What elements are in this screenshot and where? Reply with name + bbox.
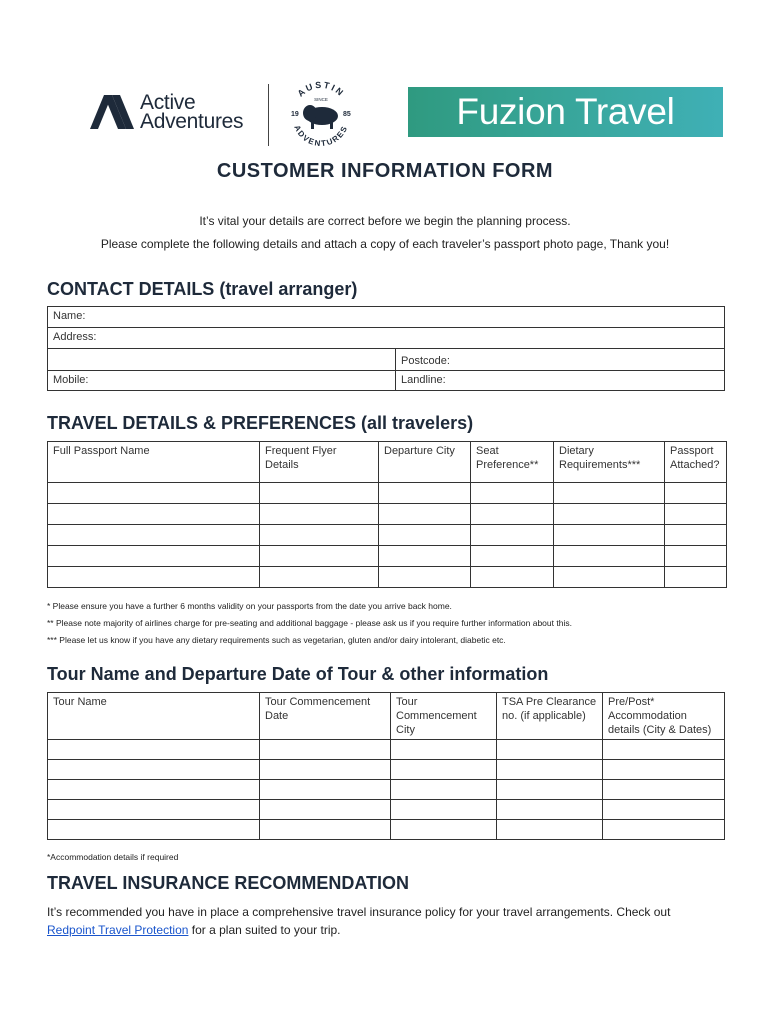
table-cell[interactable] xyxy=(471,525,554,546)
table-cell[interactable] xyxy=(665,525,727,546)
table-cell[interactable] xyxy=(48,780,260,800)
table-cell[interactable] xyxy=(497,820,603,840)
table-cell[interactable] xyxy=(554,567,665,588)
travel-heading: TRAVEL DETAILS & PREFERENCES (all travelers) xyxy=(47,413,474,433)
austin-year-right: 85 xyxy=(343,111,351,118)
travel-note-3: *** Please let us know if you have any dietary requirements such as vegetarian, gluten and/or dairy intolerant, diabetic etc. xyxy=(47,635,506,645)
address-field-line-2[interactable] xyxy=(48,349,396,371)
table-cell[interactable] xyxy=(260,820,391,840)
travel-note-1: * Please ensure you have a further 6 months validity on your passports from the date you arrive back home. xyxy=(47,601,452,611)
tour-header-tsa: TSA Pre Clearance no. (if applicable) xyxy=(497,693,603,740)
table-cell[interactable] xyxy=(603,780,725,800)
active-adventures-logo xyxy=(90,92,243,132)
austin-adventures-logo xyxy=(283,80,359,150)
table-cell[interactable] xyxy=(554,483,665,504)
table-cell[interactable] xyxy=(260,740,391,760)
active-adventures-mark-icon xyxy=(90,95,134,129)
table-row xyxy=(48,525,727,546)
table-cell[interactable] xyxy=(379,504,471,525)
table-cell[interactable] xyxy=(554,546,665,567)
contact-table xyxy=(47,306,725,391)
logo-divider xyxy=(268,84,269,146)
travel-header-dietary: Dietary Requirements*** xyxy=(554,442,665,483)
table-cell[interactable] xyxy=(665,483,727,504)
table-cell[interactable] xyxy=(48,504,260,525)
table-cell[interactable] xyxy=(379,525,471,546)
table-row xyxy=(48,504,727,525)
tour-header-commencement-city: Tour Commencement City xyxy=(391,693,497,740)
table-cell[interactable] xyxy=(260,546,379,567)
table-cell[interactable] xyxy=(603,800,725,820)
table-row xyxy=(48,740,725,760)
table-cell[interactable] xyxy=(260,567,379,588)
table-cell[interactable] xyxy=(497,740,603,760)
table-cell[interactable] xyxy=(603,820,725,840)
table-cell[interactable] xyxy=(471,567,554,588)
table-row xyxy=(48,760,725,780)
table-cell[interactable] xyxy=(497,800,603,820)
mobile-field[interactable]: Mobile: xyxy=(48,371,396,391)
postcode-field[interactable]: Postcode: xyxy=(396,349,725,371)
tour-table xyxy=(47,692,725,840)
travel-header-passport-attached: Passport Attached? xyxy=(665,442,727,483)
table-cell[interactable] xyxy=(379,483,471,504)
intro-line-1: It’s vital your details are correct before we begin the planning process. xyxy=(199,214,571,228)
travel-header-passport-name: Full Passport Name xyxy=(48,442,260,483)
table-cell[interactable] xyxy=(260,800,391,820)
table-cell[interactable] xyxy=(497,760,603,780)
table-row xyxy=(48,567,727,588)
table-cell[interactable] xyxy=(471,504,554,525)
table-row xyxy=(48,483,727,504)
insurance-text-after: for a plan suited to your trip. xyxy=(191,923,341,937)
table-cell[interactable] xyxy=(260,780,391,800)
bison-icon xyxy=(303,105,338,129)
austin-top-text: AUSTIN xyxy=(295,80,347,99)
travel-header-departure-city: Departure City xyxy=(379,442,471,483)
table-cell[interactable] xyxy=(665,546,727,567)
table-cell[interactable] xyxy=(391,820,497,840)
tour-header-accommodation: Pre/Post* Accommodation details (City & Dates) xyxy=(603,693,725,740)
insurance-text-before: It’s recommended you have in place a comprehensive travel insurance policy for your travel arrangements. Check out xyxy=(47,905,671,919)
table-cell[interactable] xyxy=(554,525,665,546)
svg-text:ADVENTURES xyxy=(292,124,349,148)
table-cell[interactable] xyxy=(260,504,379,525)
table-cell[interactable] xyxy=(391,760,497,780)
table-cell[interactable] xyxy=(391,740,497,760)
insurance-text xyxy=(47,903,737,939)
address-field[interactable]: Address: xyxy=(48,328,725,349)
table-cell[interactable] xyxy=(603,740,725,760)
table-cell[interactable] xyxy=(471,483,554,504)
tour-note: *Accommodation details if required xyxy=(47,852,179,862)
travel-note-2: ** Please note majority of airlines charge for pre-seating and additional baggage - please ask us if you require further information about this. xyxy=(47,618,572,628)
table-cell[interactable] xyxy=(665,504,727,525)
table-cell[interactable] xyxy=(391,780,497,800)
travel-header-frequent-flyer: Frequent Flyer Details xyxy=(260,442,379,483)
table-cell[interactable] xyxy=(379,546,471,567)
table-cell[interactable] xyxy=(471,546,554,567)
table-row xyxy=(48,800,725,820)
redpoint-travel-protection-link[interactable]: Redpoint Travel Protection xyxy=(47,923,189,937)
table-cell[interactable] xyxy=(48,820,260,840)
austin-since: SINCE xyxy=(314,97,328,102)
table-cell[interactable] xyxy=(48,525,260,546)
insurance-heading: TRAVEL INSURANCE RECOMMENDATION xyxy=(47,873,410,893)
table-row xyxy=(48,546,727,567)
table-cell[interactable] xyxy=(260,760,391,780)
austin-bottom-text: ADVENTURES xyxy=(292,123,350,149)
table-cell[interactable] xyxy=(391,800,497,820)
travel-table xyxy=(47,441,727,588)
name-field[interactable]: Name: xyxy=(48,307,725,328)
table-row xyxy=(48,820,725,840)
table-cell[interactable] xyxy=(554,504,665,525)
table-cell[interactable] xyxy=(48,546,260,567)
table-cell[interactable] xyxy=(48,567,260,588)
table-cell[interactable] xyxy=(48,760,260,780)
austin-year-left: 19 xyxy=(291,111,299,118)
page-title: CUSTOMER INFORMATION FORM xyxy=(216,160,554,182)
intro-line-2: Please complete the following details and attach a copy of each traveler’s passport photo page, Thank you! xyxy=(100,237,670,251)
table-cell[interactable] xyxy=(48,800,260,820)
travel-header-seat-preference: Seat Preference** xyxy=(471,442,554,483)
active-adventures-wordmark: Active Adventures xyxy=(140,91,244,133)
table-cell[interactable] xyxy=(603,760,725,780)
fuzion-travel-logo: Fuzion Travel xyxy=(408,87,723,137)
table-cell[interactable] xyxy=(260,525,379,546)
landline-field[interactable]: Landline: xyxy=(396,371,725,391)
table-cell[interactable] xyxy=(665,567,727,588)
svg-text:AUSTIN xyxy=(295,80,346,99)
table-cell[interactable] xyxy=(497,780,603,800)
table-cell[interactable] xyxy=(48,740,260,760)
table-row xyxy=(48,780,725,800)
tour-header-commencement-date: Tour Commencement Date xyxy=(260,693,391,740)
contact-heading: CONTACT DETAILS (travel arranger) xyxy=(47,279,358,299)
table-cell[interactable] xyxy=(379,567,471,588)
tour-header-name: Tour Name xyxy=(48,693,260,740)
table-cell[interactable] xyxy=(260,483,379,504)
table-cell[interactable] xyxy=(48,483,260,504)
tour-heading: Tour Name and Departure Date of Tour & other information xyxy=(47,664,549,684)
